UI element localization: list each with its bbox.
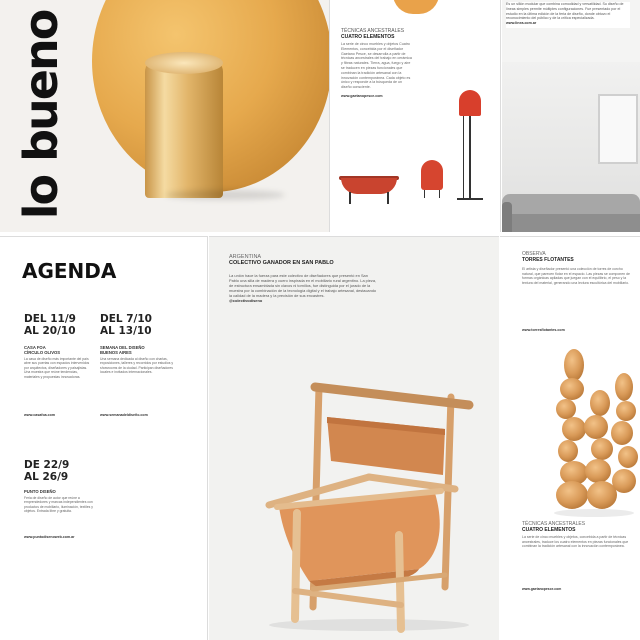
event-name xyxy=(24,489,104,494)
sofa-page xyxy=(502,0,640,232)
lamp-base xyxy=(457,198,483,200)
article-title: TORRES FLOTANTES xyxy=(522,257,574,263)
category-label: ARGENTINA xyxy=(229,254,262,260)
event-date xyxy=(24,313,76,337)
article-body: La serie de cinco muebles y objetos, concebida a partir de técnicas ancestrales, traduce los cuatro elementos en piezas funcionales que combinan la tradición artesanal con la innovación contemporánea. xyxy=(522,535,629,549)
category-label: TÉCNICAS ANCESTRALES xyxy=(341,28,405,34)
sofa-article-body xyxy=(506,2,630,28)
article-category xyxy=(522,521,585,533)
event-name-line: BUENOS AIRES xyxy=(100,350,132,356)
date-end: AL 20/10 xyxy=(24,325,76,337)
article-link[interactable]: www.gaetanopesce.com xyxy=(341,94,383,98)
article-title: COLECTIVO GANADOR EN SAN PABLO xyxy=(229,260,334,267)
event-name-line: CASA FOA xyxy=(24,345,46,350)
article-body: La serie de cinco muebles y objetos Cuatro Elementos, concebida por el diseñador Gaetano Pesce, se desarrolla a partir de técnicas ancestrales del trabajo en cerámica y fibras naturales. Tierra, agua, fuego y aire se traducen en piezas funcionales que combinan la tradición artesanal con la innovación contemporánea. Cada objeto es único y responde a la búsqueda de un diseño consciente. xyxy=(341,42,412,90)
event-date xyxy=(100,313,152,337)
event-name xyxy=(100,345,180,355)
date-start: DEL 11/9 xyxy=(24,313,76,325)
date-start: DE 22/9 xyxy=(24,459,70,471)
orange-lamp-image xyxy=(393,0,439,14)
section-title: lo bueno xyxy=(14,10,68,219)
event-name-line: PUNTO DISEÑO xyxy=(24,489,56,494)
event-description: La casa de diseño más importante del país abre sus puertas con espacios intervenidos por arquitectos, diseñadores y paisajistas. Una muestra que reúne tendencias, materiales y propuestas innovadoras. xyxy=(24,357,90,379)
sofa-body-text: Es un sillón modular que combina comodidad y versatilidad. Su diseño de líneas simples permite múltiples configuraciones. Fue presentado por el estudio en la última edición de la feria de diseño, donde obtuvo el reconocimiento del público y de la crítica especializada. xyxy=(506,2,624,21)
article-category xyxy=(522,251,574,263)
date-end: AL 13/10 xyxy=(100,325,152,337)
category-label: OBSERVA xyxy=(522,251,546,257)
event-description: Una semana dedicada al diseño con charlas, exposiciones, talleres y recorridos por estudios y showrooms de la ciudad. Participan diseñadores locales e invitados internacionales. xyxy=(100,357,174,375)
table-leg xyxy=(349,192,351,204)
window xyxy=(598,94,638,164)
gold-cylinder-top xyxy=(145,52,223,74)
wooden-chair-image xyxy=(249,357,485,637)
article-body: El artista y diseñador presentó una colección de torres de corcho natural, que parecen flotar en el espacio. Las piezas se componen de formas orgánicas apiladas que juegan con el equilibrio, el peso y la textura del material, generando una lectura escultórica del mobiliario. xyxy=(522,267,630,285)
chair-body-text: La unión hace la fuerza para este colectivo de diseñadores que presentó en San Pablo una silla de madera y cuero inspirada en el mobiliario rural argentino. La pieza, de estructura ensamblada sin clavos ni tornillos, fue distinguida por el jurado de la muestra por la combinación de la tecnología digital y el trabajo artesanal, destacando la calidad de la madera y la precisión de sus encastres. xyxy=(229,273,377,299)
event-link[interactable]: www.casafoa.com xyxy=(24,413,56,417)
sofa-link[interactable]: www.linea.com.ar xyxy=(506,21,537,26)
grey-sofa-seat xyxy=(502,214,640,232)
date-start: DEL 7/10 xyxy=(100,313,152,325)
article-link[interactable]: www.gaetanopesce.com xyxy=(522,587,562,591)
category-label: TÉCNICAS ANCESTRALES xyxy=(522,521,586,527)
lobueno-page xyxy=(0,0,330,232)
event-name-line: SEMANA DEL DISEÑO xyxy=(100,345,145,350)
shadow xyxy=(165,190,285,200)
article-link[interactable]: @colectivodiseno xyxy=(229,298,263,304)
article-category xyxy=(341,28,404,40)
red-floor-lamp-image xyxy=(459,90,481,116)
agenda-page xyxy=(0,236,208,640)
red-stool-image xyxy=(421,160,443,190)
torres-page xyxy=(500,236,640,640)
table-leg xyxy=(387,192,389,204)
event-date xyxy=(24,459,69,483)
date-end: AL 26/9 xyxy=(24,471,69,483)
chair-page xyxy=(209,236,499,640)
article-body xyxy=(229,273,377,304)
grey-sofa-arm xyxy=(502,202,512,232)
article-category xyxy=(229,254,334,267)
event-description: Feria de diseño de autor que reúne a emprendedores y marcas independientes con productos de mobiliario, iluminación, textiles y objetos. Entrada libre y gratuita. xyxy=(24,496,93,514)
agenda-title: AGENDA xyxy=(22,259,117,283)
grey-sofa-back xyxy=(502,194,640,216)
gold-cylinder-image xyxy=(145,58,223,198)
event-link[interactable]: www.semanadeldiseño.com xyxy=(100,413,148,417)
article-link[interactable]: www.torresflotantes.com xyxy=(522,328,565,332)
lamp-pole xyxy=(463,116,464,200)
event-link[interactable]: www.puntodisenoweb.com.ar xyxy=(24,535,75,539)
event-name xyxy=(24,345,94,355)
cork-sculpture-image xyxy=(544,337,640,519)
article-title: CUATRO ELEMENTOS xyxy=(522,527,576,533)
event-name-line: CÍRCULO OLIVOS xyxy=(24,350,61,356)
cuatro-elementos-page xyxy=(331,0,501,232)
stool-legs xyxy=(424,190,440,198)
living-room-photo xyxy=(502,62,640,232)
lamp-pole xyxy=(469,116,471,200)
article-title: CUATRO ELEMENTOS xyxy=(341,34,395,40)
